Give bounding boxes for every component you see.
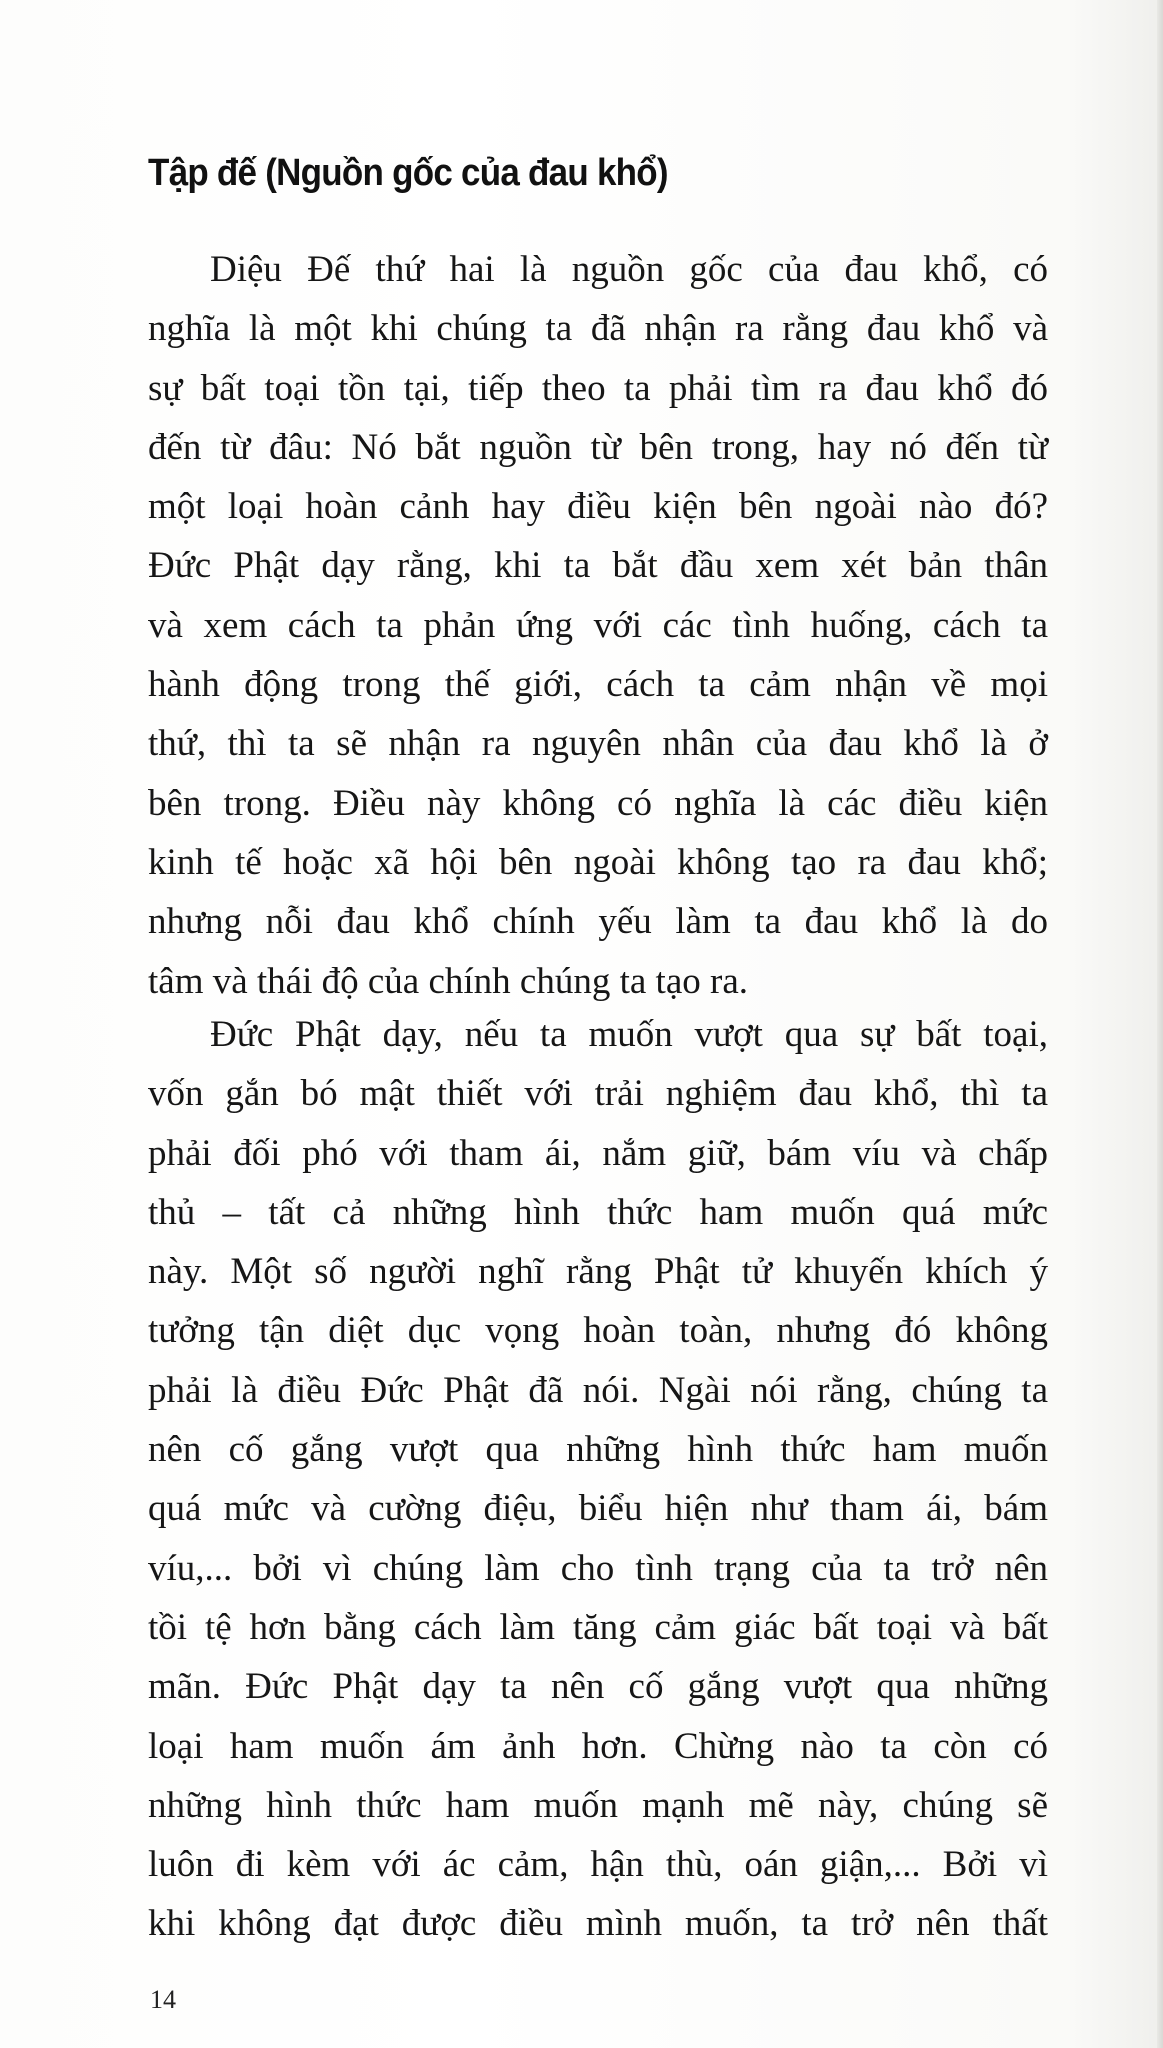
- text-line: phải là điều Đức Phật đã nói. Ngài nói rằng, chúng ta: [148, 1369, 1048, 1411]
- text-line: Diệu Đế thứ hai là nguồn gốc của đau khổ, có: [210, 249, 1048, 290]
- text-line: và xem cách ta phản ứng với các tình huống, cách ta: [148, 604, 1048, 646]
- text-line: bên trong. Điều này không có nghĩa là các điều kiện: [148, 782, 1048, 824]
- paragraph-1: [148, 240, 1048, 1011]
- text-line: loại ham muốn ám ảnh hơn. Chừng nào ta còn có: [148, 1725, 1048, 1767]
- paragraph-2: [148, 1005, 1048, 1954]
- page-number: 14: [150, 1985, 176, 2014]
- text-line: luôn đi kèm với ác cảm, hận thù, oán giận,... Bởi vì: [148, 1844, 1048, 1886]
- text-line: tưởng tận diệt dục vọng hoàn toàn, nhưng đó không: [148, 1310, 1048, 1352]
- text-line: một loại hoàn cảnh hay điều kiện bên ngoài nào đó?: [148, 486, 1048, 528]
- text-line: nhưng nỗi đau khổ chính yếu làm ta đau khổ là do: [148, 901, 1048, 943]
- text-line: tồi tệ hơn bằng cách làm tăng cảm giác bất toại và bất: [148, 1606, 1048, 1648]
- text-line: quá mức và cường điệu, biểu hiện như tham ái, bám: [148, 1488, 1048, 1530]
- text-line: đến từ đâu: Nó bắt nguồn từ bên trong, hay nó đến từ: [148, 426, 1048, 468]
- text-line: những hình thức ham muốn mạnh mẽ này, chúng sẽ: [148, 1784, 1048, 1826]
- text-line: thứ, thì ta sẽ nhận ra nguyên nhân của đau khổ là ở: [148, 723, 1048, 765]
- text-line: nên cố gắng vượt qua những hình thức ham muốn: [148, 1429, 1048, 1471]
- text-line: này. Một số người nghĩ rằng Phật tử khuyến khích ý: [148, 1251, 1048, 1293]
- text-line: kinh tế hoặc xã hội bên ngoài không tạo ra đau khổ;: [148, 841, 1048, 883]
- text-line: hành động trong thế giới, cách ta cảm nhận về mọi: [148, 664, 1048, 706]
- text-line: Đức Phật dạy, nếu ta muốn vượt qua sự bất toại,: [210, 1014, 1048, 1055]
- text-line: víu,... bởi vì chúng làm cho tình trạng của ta trở nên: [148, 1547, 1048, 1589]
- text-line: sự bất toại tồn tại, tiếp theo ta phải tìm ra đau khổ đó: [148, 367, 1048, 409]
- text-line: tâm và thái độ của chính chúng ta tạo ra.: [148, 960, 749, 1002]
- text-line: vốn gắn bó mật thiết với trải nghiệm đau khổ, thì ta: [148, 1073, 1048, 1115]
- text-line: phải đối phó với tham ái, nắm giữ, bám víu và chấp: [148, 1132, 1048, 1174]
- text-line: khi không đạt được điều mình muốn, ta trở nên thất: [148, 1903, 1048, 1945]
- text-line: nghĩa là một khi chúng ta đã nhận ra rằng đau khổ và: [148, 308, 1048, 350]
- text-line: mãn. Đức Phật dạy ta nên cố gắng vượt qua những: [148, 1666, 1048, 1708]
- text-line: thủ – tất cả những hình thức ham muốn quá mức: [148, 1191, 1048, 1233]
- page-edge-shadow: [1157, 0, 1163, 2048]
- section-heading: Tập đế (Nguồn gốc của đau khổ): [148, 152, 668, 194]
- text-line: Đức Phật dạy rằng, khi ta bắt đầu xem xét bản thân: [148, 545, 1048, 587]
